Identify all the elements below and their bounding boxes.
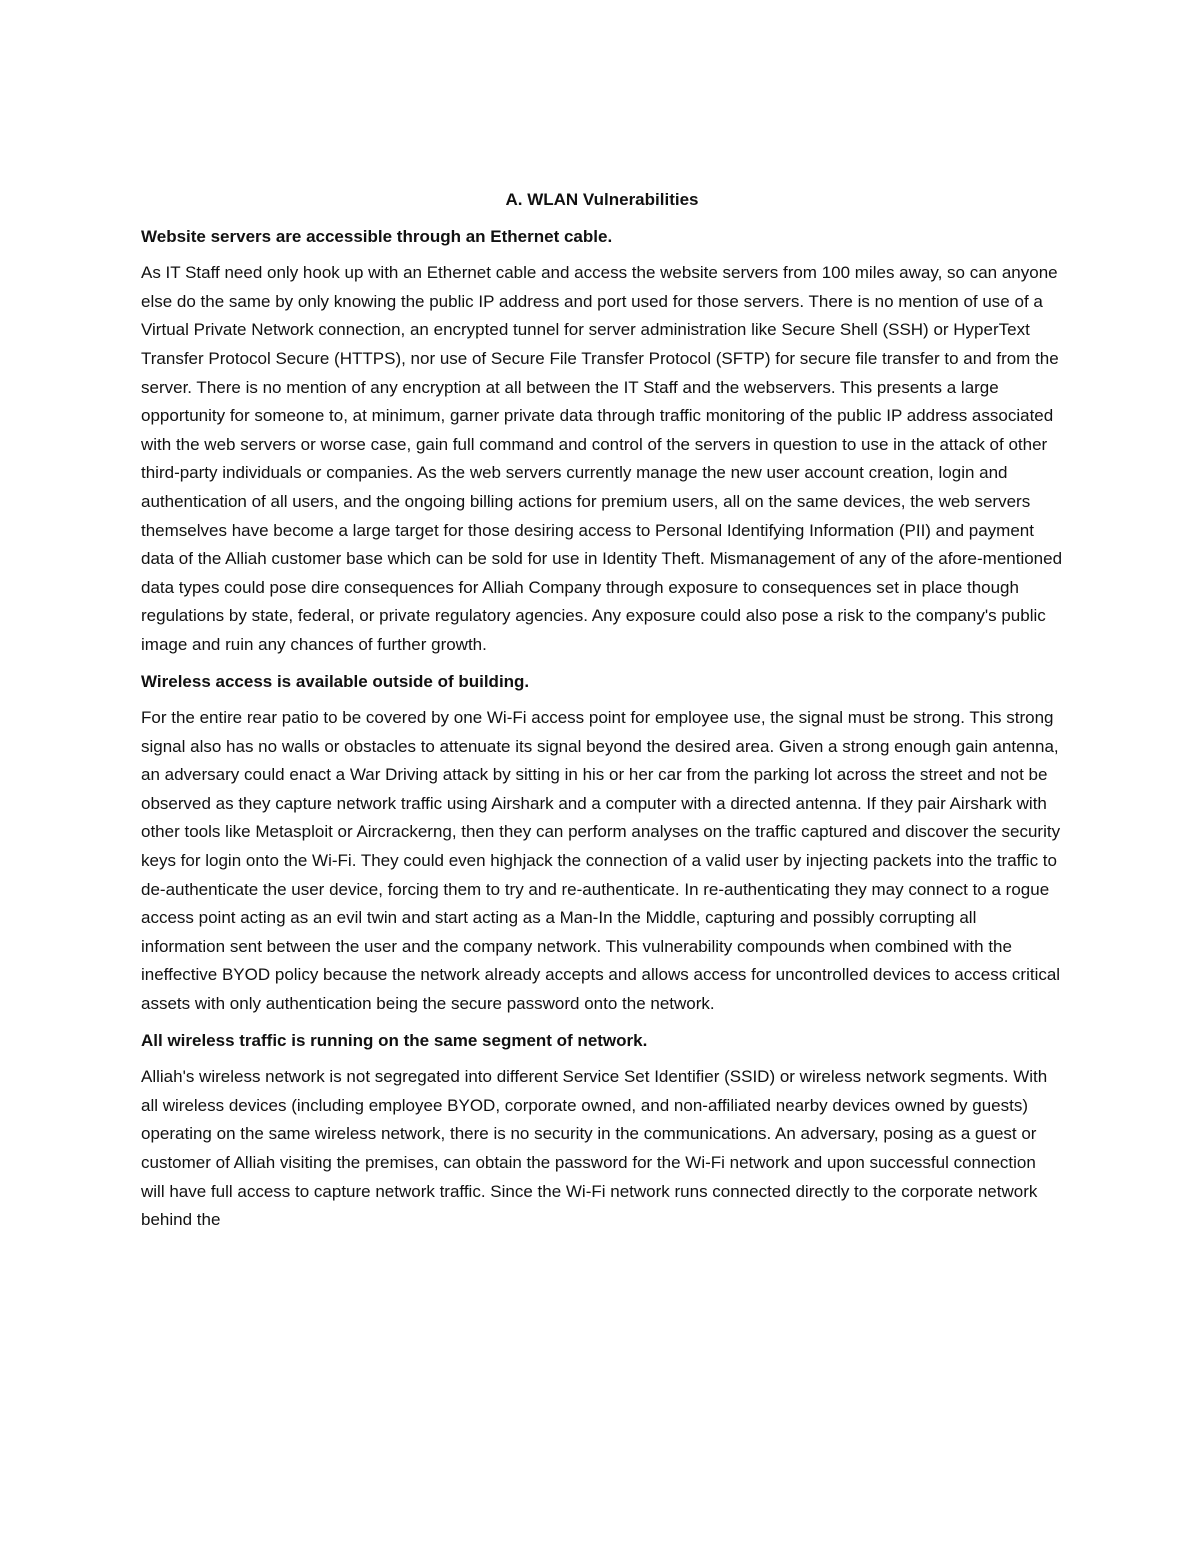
document-content xyxy=(141,186,1063,1243)
section-paragraph: Alliah's wireless network is not segregated into different Service Set Identifier (SSID) or wireless network segments. With all wireless devices (including employee BYOD, corporate owned, and non-affiliated nearby devices owned by guests) operating on the same wireless network, there is no security in the communications. An adversary, posing as a guest or customer of Alliah visiting the premises, can obtain the password for the Wi-Fi network and upon successful connection will have full access to capture network traffic. Since the Wi-Fi network runs connected directly to the corporate network behind the xyxy=(141,1067,1048,1230)
section-heading: All wireless traffic is running on the same segment of network. xyxy=(141,1030,648,1050)
section-heading: Website servers are accessible through an Ethernet cable. xyxy=(141,226,613,246)
section-paragraph: For the entire rear patio to be covered by one Wi-Fi access point for employee use, the signal must be strong. This strong signal also has no walls or obstacles to attenuate its signal beyond the desired area. Given a strong enough gain antenna, an adversary could enact a War Driving attack by sitting in his or her car from the parking lot across the street and not be observed as they capture network traffic using Airshark and a computer with a directed antenna. If they pair Airshark with other tools like Metasploit or Aircrackerng, then they can perform analyses on the traffic captured and discover the security keys for login onto the Wi-Fi. They could even highjack the connection of a valid user by injecting packets into the traffic to de-authenticate the user device, forcing them to try and re-authenticate. In re-authenticating they may connect to a rogue access point acting as an evil twin and start acting as a Man-In the Middle, capturing and possibly corrupting all information sent between the user and the company network. This vulnerability compounds when combined with the ineffective BYOD policy because the network already accepts and allows access for uncontrolled devices to access critical assets with only authentication being the secure password onto the network. xyxy=(141,708,1061,1014)
section-paragraph: As IT Staff need only hook up with an Ethernet cable and access the website servers from 100 miles away, so can anyone else do the same by only knowing the public IP address and port used for those servers. There is no mention of use of a Virtual Private Network connection, an encrypted tunnel for server administration like Secure Shell (SSH) or HyperText Transfer Protocol Secure (HTTPS), nor use of Secure File Transfer Protocol (SFTP) for secure file transfer to and from the server. There is no mention of any encryption at all between the IT Staff and the webservers. This presents a large opportunity for someone to, at minimum, garner private data through traffic monitoring of the public IP address associated with the web servers or worse case, gain full command and control of the servers in question to use in the attack of other third-party individuals or companies. As the web servers currently manage the new user account creation, login and authentication of all users, and the ongoing billing actions for premium users, all on the same devices, the web servers themselves have become a large target for those desiring access to Personal Identifying Information (PII) and payment data of the Alliah customer base which can be sold for use in Identity Theft. Mismanagement of any of the afore-mentioned data types could pose dire consequences for Alliah Company through exposure to consequences set in place though regulations by state, federal, or private regulatory agencies. Any exposure could also pose a risk to the company's public image and ruin any chances of further growth. xyxy=(141,263,1063,654)
document-title: A. WLAN Vulnerabilities xyxy=(505,190,699,209)
section-heading: Wireless access is available outside of building. xyxy=(141,671,530,691)
